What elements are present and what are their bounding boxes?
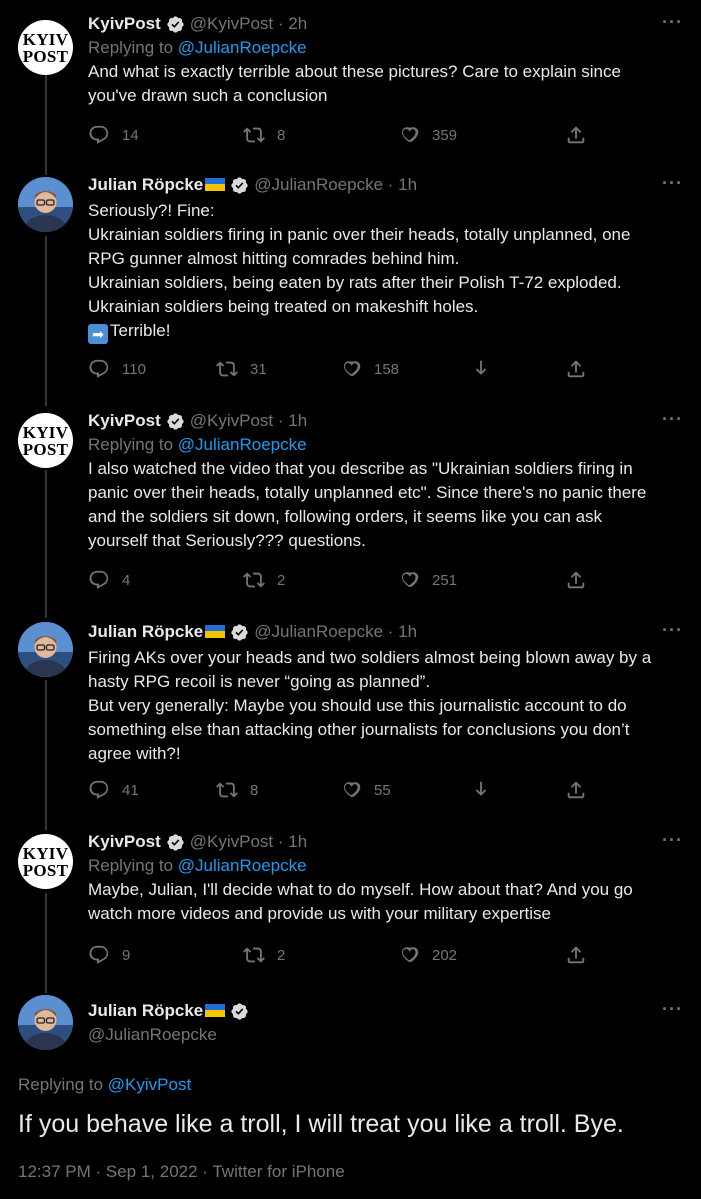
retweet-icon xyxy=(216,779,238,801)
avatar-julian[interactable] xyxy=(18,622,73,677)
tweet-content xyxy=(88,620,683,766)
verified-badge-icon xyxy=(230,1002,249,1021)
author-name[interactable]: KyivPost xyxy=(88,832,161,851)
reply-to-link[interactable]: @JulianRoepcke xyxy=(177,38,307,57)
verified-badge-icon xyxy=(230,623,249,642)
more-options-icon[interactable]: ··· xyxy=(662,409,683,429)
tweet-header xyxy=(88,12,683,36)
verified-badge-icon xyxy=(166,833,185,852)
retweet-icon xyxy=(243,944,265,966)
retweet-button[interactable]: 2 xyxy=(243,944,285,966)
tweet-actions xyxy=(88,124,591,148)
verified-badge-icon xyxy=(166,15,185,34)
thread-line xyxy=(45,75,47,175)
main-tweet-text: If you behave like a troll, I will treat you like a troll. Bye. xyxy=(18,1110,624,1138)
share-button[interactable] xyxy=(565,569,599,591)
share-icon xyxy=(565,569,587,591)
verified-badge-icon xyxy=(166,412,185,431)
share-icon xyxy=(565,358,587,380)
author-name[interactable]: KyivPost xyxy=(88,411,161,430)
avatar-kyivpost[interactable]: KYIV POST xyxy=(18,834,73,889)
share-button[interactable] xyxy=(565,358,599,380)
reply-icon xyxy=(88,569,110,591)
tweet-header xyxy=(88,830,683,854)
reply-button[interactable]: 4 xyxy=(88,569,130,591)
author-name[interactable]: KyivPost xyxy=(88,14,161,33)
share-button[interactable] xyxy=(565,944,599,966)
reply-button[interactable]: 14 xyxy=(88,124,139,146)
author-handle[interactable]: @KyivPost · 1h xyxy=(189,411,308,430)
like-button[interactable]: 158 xyxy=(340,358,399,380)
tweet-text: Firing AKs over your heads and two soldiers almost being blown away by a hasty RPG recoil is never “going as planned”. But very generally: Maybe you should use this journalistic account to do something else than attacking other journalists for conclusions you don’t agree with?! xyxy=(88,648,652,763)
author-handle[interactable]: @KyivPost · 1h xyxy=(189,832,308,851)
download-arrow-icon xyxy=(470,779,492,801)
retweet-icon xyxy=(243,124,265,146)
like-button[interactable]: 251 xyxy=(398,569,457,591)
reply-icon xyxy=(88,124,110,146)
more-options-icon[interactable]: ··· xyxy=(662,999,683,1019)
reply-button[interactable]: 9 xyxy=(88,944,130,966)
tweet-text: Seriously?! Fine: Ukrainian soldiers firing in panic over their heads, totally unplanned, one RPG gunner almost hitting comrades behind him. Ukrainian soldiers, being eaten by rats after their Polish T-72 exploded. Ukrainian soldiers being treated on makeshift holes. xyxy=(88,201,631,316)
reply-button[interactable]: 41 xyxy=(88,779,139,801)
tweet-content xyxy=(88,409,683,553)
tweet-actions xyxy=(88,944,591,968)
reply-icon xyxy=(88,779,110,801)
heart-icon xyxy=(340,358,362,380)
retweet-button[interactable]: 8 xyxy=(243,124,285,146)
tweet-actions xyxy=(88,779,591,803)
tweet-text-last: ➡ Terrible! xyxy=(88,319,683,344)
share-button[interactable] xyxy=(565,779,599,801)
thread-line xyxy=(45,470,47,618)
avatar-kyivpost[interactable]: KYIV POST xyxy=(18,413,73,468)
replying-to: Replying to @JulianRoepcke xyxy=(88,856,307,875)
author-handle[interactable]: @KyivPost · 2h xyxy=(189,14,308,33)
reply-to-link[interactable]: @JulianRoepcke xyxy=(177,856,307,875)
reply-button[interactable]: 110 xyxy=(88,358,146,380)
thread-line xyxy=(45,893,47,993)
heart-icon xyxy=(340,779,362,801)
share-button[interactable] xyxy=(565,124,599,146)
replying-to: Replying to @KyivPost xyxy=(18,1075,192,1094)
tweet-text: I also watched the video that you describe as "Ukrainian soldiers firing in panic over their heads, totally unplanned etc". Since there's no panic there and the soldiers sit down, following orders, it seems like you can ask yourself that Seriously??? questions. xyxy=(88,459,647,550)
retweet-icon xyxy=(216,358,238,380)
author-handle[interactable]: @JulianRoepcke · 1h xyxy=(254,622,418,641)
ukraine-flag-icon xyxy=(205,1004,225,1017)
retweet-button[interactable]: 8 xyxy=(216,779,258,801)
author-handle[interactable]: @JulianRoepcke · 1h xyxy=(254,175,418,194)
tweet-actions xyxy=(88,358,591,382)
retweet-button[interactable]: 2 xyxy=(243,569,285,591)
heart-icon xyxy=(398,944,420,966)
tweet-content xyxy=(88,12,683,108)
share-icon xyxy=(565,124,587,146)
tweet-header xyxy=(88,409,683,433)
replying-to: Replying to @JulianRoepcke xyxy=(88,435,307,454)
more-options-icon[interactable]: ··· xyxy=(662,173,683,193)
tweet-content xyxy=(88,173,683,344)
verified-badge-icon xyxy=(230,176,249,195)
tweet-text: Maybe, Julian, I'll decide what to do myself. How about that? And you go watch more videos and provide us with your military expertise xyxy=(88,880,633,923)
thread-line xyxy=(45,680,47,830)
main-tweet-header xyxy=(88,999,683,1045)
more-options-icon[interactable]: ··· xyxy=(662,830,683,850)
reply-to-link[interactable]: @JulianRoepcke xyxy=(177,435,307,454)
tweet-timestamp[interactable]: 12:37 PM · Sep 1, 2022 · Twitter for iPhone xyxy=(18,1162,345,1181)
bookmark-button[interactable] xyxy=(470,779,504,801)
more-options-icon[interactable]: ··· xyxy=(662,12,683,32)
bookmark-button[interactable] xyxy=(470,358,504,380)
reply-icon xyxy=(88,944,110,966)
tweet-header xyxy=(88,620,683,644)
tweet-text: And what is exactly terrible about these pictures? Care to explain since you've drawn such a conclusion xyxy=(88,62,621,105)
author-handle[interactable]: @JulianRoepcke xyxy=(88,1025,217,1044)
avatar-julian[interactable] xyxy=(18,177,73,232)
like-button[interactable]: 359 xyxy=(398,124,457,146)
tweet-content xyxy=(88,830,683,926)
reply-icon xyxy=(88,358,110,380)
like-button[interactable]: 55 xyxy=(340,779,391,801)
reply-to-link[interactable]: @KyivPost xyxy=(107,1075,192,1094)
author-name[interactable]: Julian Röpcke xyxy=(88,175,204,194)
avatar-kyivpost[interactable]: KYIV POST xyxy=(18,20,73,75)
like-button[interactable]: 202 xyxy=(398,944,457,966)
more-options-icon[interactable]: ··· xyxy=(662,620,683,640)
heart-icon xyxy=(398,124,420,146)
ukraine-flag-icon xyxy=(205,625,225,638)
share-icon xyxy=(565,944,587,966)
tweet-header xyxy=(88,999,683,1023)
replying-to: Replying to @JulianRoepcke xyxy=(88,38,307,57)
tweet-actions xyxy=(88,569,591,593)
right-arrow-emoji-icon: ➡ xyxy=(88,324,108,344)
author-name[interactable]: Julian Röpcke xyxy=(88,622,204,641)
share-icon xyxy=(565,779,587,801)
heart-icon xyxy=(398,569,420,591)
download-arrow-icon xyxy=(470,358,492,380)
author-name[interactable]: Julian Röpcke xyxy=(88,1001,204,1020)
avatar-julian[interactable] xyxy=(18,995,73,1050)
thread-line xyxy=(45,236,47,406)
retweet-icon xyxy=(243,569,265,591)
retweet-button[interactable]: 31 xyxy=(216,358,267,380)
ukraine-flag-icon xyxy=(205,178,225,191)
tweet-header xyxy=(88,173,683,197)
